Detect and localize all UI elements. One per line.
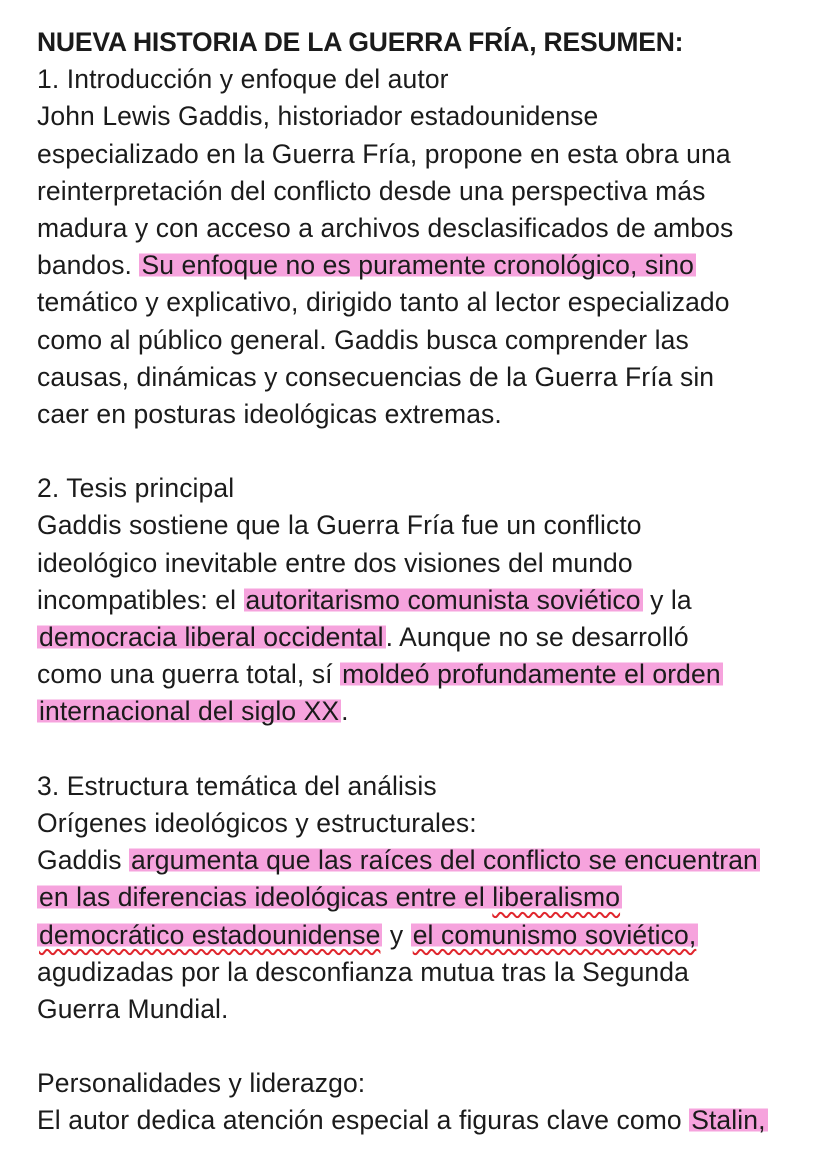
highlighted-text: argumenta que las raíces del conflicto se encuentran — [131, 845, 758, 876]
highlighted-text: moldeó profundamente el orden — [342, 659, 721, 690]
document-title: NUEVA HISTORIA DE LA GUERRA FRÍA, RESUMEN: — [37, 27, 684, 57]
highlighted-text: democrático estadounidense — [39, 919, 381, 950]
paragraph-line — [37, 582, 817, 619]
highlighted-text — [37, 882, 622, 912]
paragraph-line: agudizadas por la desconfianza mutua tras la Segunda — [37, 956, 689, 987]
subheading: Personalidades y liderazgo: — [37, 1068, 366, 1099]
highlighted-text: el comunismo soviético, — [412, 919, 697, 950]
paragraph-line: madura y con acceso a archivos desclasificados de ambos — [37, 212, 734, 243]
paragraph-line — [37, 917, 817, 954]
paragraph-spacer — [37, 1028, 817, 1065]
text-run: Gaddis — [37, 845, 130, 876]
paragraph-spacer — [37, 731, 817, 768]
section-2-heading: 2. Tesis principal — [37, 473, 235, 504]
text-run: en las diferencias ideológicas entre el — [39, 882, 493, 913]
paragraph-line: caer en posturas ideológicas extremas. — [37, 398, 502, 429]
paragraph-line: ideológico inevitable entre dos visiones del mundo — [37, 547, 633, 578]
spellcheck-underlined-word: liberalismo — [492, 882, 621, 913]
text-run: . Aunque no se desarrolló — [385, 622, 689, 652]
highlighted-text: Stalin, — [691, 1105, 766, 1136]
text-run: y — [382, 919, 411, 950]
paragraph-line — [37, 693, 817, 730]
paragraph-line — [37, 1102, 817, 1139]
paragraph-spacer — [37, 433, 817, 470]
paragraph-line — [37, 842, 817, 879]
paragraph-line: reinterpretación del conflicto desde una perspectiva más — [37, 175, 706, 206]
document-body — [37, 24, 817, 1140]
paragraph-line: especializado en la Guerra Fría, propone en esta obra una — [37, 138, 731, 169]
highlighted-text: autoritarismo comunista soviético — [245, 584, 641, 615]
subheading: Orígenes ideológicos y estructurales: — [37, 807, 477, 838]
paragraph-line: Guerra Mundial. — [37, 993, 229, 1024]
text-run: incompatibles: el — [37, 584, 244, 615]
text-run: y la — [642, 584, 692, 615]
paragraph-line: causas, dinámicas y consecuencias de la Guerra Fría sin — [37, 361, 715, 392]
text-run: El autor dedica atención especial a figuras clave como — [37, 1105, 690, 1136]
section-1-heading: 1. Introducción y enfoque del autor — [37, 64, 449, 95]
paragraph-line — [37, 656, 817, 693]
highlighted-text: internacional del siglo XX — [39, 696, 340, 727]
paragraph-line: como al público general. Gaddis busca comprender las — [37, 324, 689, 355]
highlighted-text: Su enfoque no es puramente cronológico, sino — [141, 250, 694, 281]
highlighted-text: democracia liberal occidental — [39, 622, 384, 652]
section-3-heading: 3. Estructura temática del análisis — [37, 770, 437, 801]
text-run: como una guerra total, sí — [37, 659, 341, 690]
paragraph-line — [37, 879, 817, 916]
paragraph-line: John Lewis Gaddis, historiador estadounidense — [37, 101, 599, 132]
paragraph-line — [37, 619, 817, 656]
text-run: bandos. — [37, 250, 140, 281]
text-run: . — [341, 696, 349, 727]
paragraph-line: temático y explicativo, dirigido tanto al lector especializado — [37, 287, 730, 318]
paragraph-line: Gaddis sostiene que la Guerra Fría fue un conflicto — [37, 510, 642, 541]
paragraph-line — [37, 247, 817, 284]
